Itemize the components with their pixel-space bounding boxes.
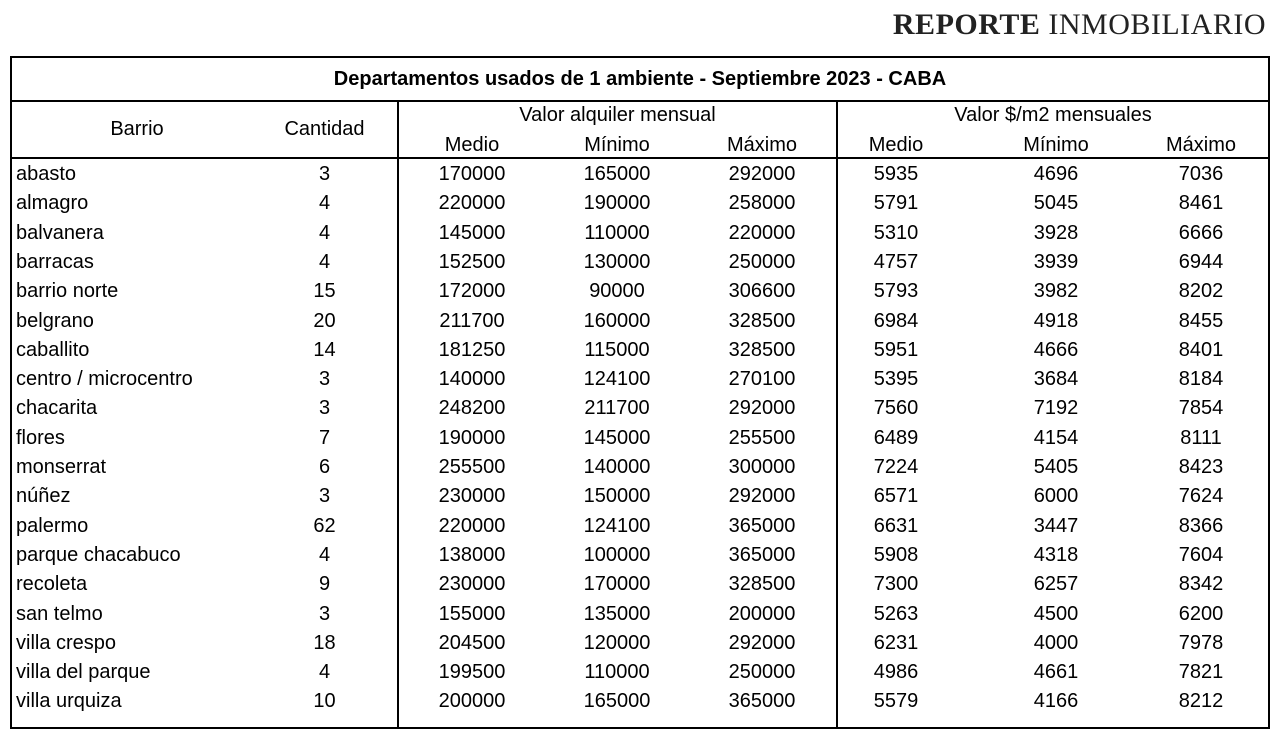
cantidad-cell: 62 [313,514,336,537]
m2-minimo-cell: 4918 [1033,309,1079,332]
table-row [12,629,1268,658]
m2-minimo-cell: 4000 [1033,631,1079,654]
barrio-cell: flores [16,426,65,449]
m2-maximo-cell: 8111 [1180,426,1222,449]
m2-medio-cell: 5791 [873,192,919,215]
m2-minimo-cell: 6257 [1033,573,1079,596]
barrio-cell: recoleta [16,573,88,596]
alquiler-maximo-cell: 292000 [728,631,796,654]
m2-medio-cell: 5908 [873,543,919,566]
alquiler-medio-cell: 199500 [438,661,506,684]
cantidad-cell: 3 [318,485,331,508]
alquiler-maximo-cell: 365000 [728,690,796,713]
barrio-cell: barracas [16,250,94,273]
alquiler-maximo-cell: 328500 [728,573,796,596]
barrio-cell: villa del parque [16,661,151,684]
alquiler-maximo-cell: 220000 [728,221,796,244]
m2-medio-cell: 4986 [873,661,919,684]
header-barrio: Barrio [110,118,164,140]
cantidad-cell: 9 [318,573,331,596]
m2-maximo-cell: 6944 [1178,250,1224,273]
header-divider [12,157,1268,159]
header-alquiler-medio: Medio [444,134,500,156]
barrio-cell: centro / microcentro [16,368,193,391]
alquiler-medio-cell: 140000 [438,368,506,391]
m2-minimo-cell: 5405 [1033,456,1079,478]
alquiler-maximo-cell: 250000 [728,250,796,273]
alquiler-medio-cell: 155000 [438,602,506,625]
barrio-cell: barrio norte [16,280,119,303]
header-cantidad: Cantidad [284,118,365,140]
alquiler-minimo-cell: 124100 [583,514,651,537]
cantidad-cell: 3 [318,602,331,625]
alquiler-medio-cell: 230000 [438,485,506,508]
m2-minimo-cell: 4500 [1033,602,1079,625]
m2-maximo-cell: 7821 [1178,661,1224,684]
alquiler-minimo-cell: 115000 [584,338,650,361]
cantidad-cell: 4 [318,192,331,215]
alquiler-maximo-cell: 306600 [728,280,796,303]
m2-maximo-cell: 8423 [1178,456,1224,478]
cantidad-cell: 3 [318,163,331,185]
cantidad-cell: 3 [318,397,331,420]
header-m2-maximo: Máximo [1165,134,1236,156]
cantidad-cell: 6 [318,456,331,478]
m2-maximo-cell: 8342 [1178,573,1224,596]
m2-medio-cell: 5935 [873,163,919,185]
alquiler-minimo-cell: 211700 [584,397,650,420]
data-table [10,56,1270,729]
barrio-cell: almagro [16,192,89,215]
table-title: Departamentos usados de 1 ambiente - Septiembre 2023 - CABA [12,58,1268,102]
alquiler-medio-cell: 220000 [438,192,506,215]
barrio-cell: caballito [16,338,90,361]
table-row [12,189,1268,218]
m2-maximo-cell: 8366 [1178,514,1224,537]
barrio-cell: monserrat [16,456,107,478]
header-m2-minimo: Mínimo [1023,134,1089,156]
cantidad-cell: 20 [313,309,336,332]
alquiler-minimo-cell: 135000 [583,602,651,625]
alquiler-maximo-cell: 365000 [728,514,796,537]
m2-maximo-cell: 6666 [1178,221,1224,244]
alquiler-medio-cell: 138000 [438,543,506,566]
header-alquiler-maximo: Máximo [726,134,797,156]
alquiler-medio-cell: 152500 [438,250,506,273]
brand-bold: REPORTE [892,8,1041,41]
m2-medio-cell: 6489 [873,426,919,449]
barrio-cell: villa urquiza [16,690,122,713]
brand-logo [893,8,1266,42]
alquiler-maximo-cell: 300000 [728,456,796,478]
m2-medio-cell: 6571 [873,485,919,508]
alquiler-medio-cell: 190000 [438,426,506,449]
alquiler-minimo-cell: 165000 [583,690,651,713]
m2-medio-cell: 6984 [873,309,919,332]
m2-minimo-cell: 4661 [1033,661,1079,684]
m2-minimo-cell: 4166 [1033,690,1079,713]
table-row [12,424,1268,453]
alquiler-minimo-cell: 165000 [583,163,651,185]
table-row [12,570,1268,599]
table-row [12,600,1268,629]
table-row [12,277,1268,306]
cantidad-cell: 3 [318,368,331,391]
alquiler-minimo-cell: 140000 [583,456,651,478]
cantidad-cell: 4 [318,250,331,273]
m2-medio-cell: 5310 [873,221,919,244]
barrio-cell: palermo [16,514,89,537]
m2-maximo-cell: 7624 [1178,485,1224,508]
alquiler-medio-cell: 204500 [438,631,506,654]
cantidad-cell: 7 [318,426,331,449]
table-row [12,394,1268,423]
alquiler-medio-cell: 181250 [438,338,506,361]
alquiler-maximo-cell: 365000 [728,543,796,566]
m2-minimo-cell: 4318 [1033,543,1079,566]
m2-maximo-cell: 8212 [1178,690,1224,713]
m2-medio-cell: 6231 [873,631,919,654]
m2-medio-cell: 5793 [873,280,919,303]
barrio-cell: belgrano [16,309,94,332]
barrio-cell: parque chacabuco [16,543,181,566]
alquiler-minimo-cell: 100000 [583,543,651,566]
m2-maximo-cell: 8455 [1178,309,1224,332]
table-row [12,219,1268,248]
table-row [12,512,1268,541]
brand-regular: INMOBILIARIO [1048,8,1266,41]
cantidad-cell: 4 [318,661,331,684]
barrio-cell: abasto [16,163,77,185]
m2-maximo-cell: 7978 [1178,631,1224,654]
cantidad-cell: 14 [313,338,336,361]
barrio-cell: núñez [16,485,71,508]
alquiler-maximo-cell: 270100 [728,368,796,391]
m2-maximo-cell: 8184 [1178,368,1224,391]
m2-medio-cell: 7560 [873,397,919,420]
m2-minimo-cell: 4696 [1033,163,1079,185]
alquiler-maximo-cell: 255500 [728,426,796,449]
m2-minimo-cell: 3939 [1033,250,1079,273]
m2-maximo-cell: 6200 [1178,602,1224,625]
alquiler-medio-cell: 248200 [438,397,506,420]
table-row [12,336,1268,365]
m2-medio-cell: 7300 [873,573,919,596]
alquiler-maximo-cell: 328500 [728,309,796,332]
table-row [12,248,1268,277]
m2-medio-cell: 5395 [873,368,919,391]
header-alquiler-minimo: Mínimo [584,134,650,156]
alquiler-minimo-cell: 124100 [583,368,651,391]
m2-minimo-cell: 3928 [1033,221,1079,244]
cantidad-cell: 4 [318,543,331,566]
alquiler-maximo-cell: 292000 [728,397,796,420]
alquiler-minimo-cell: 170000 [583,573,651,596]
cantidad-cell: 15 [313,280,336,303]
table-row [12,365,1268,394]
barrio-cell: chacarita [16,397,98,420]
cantidad-cell: 18 [313,631,336,654]
m2-minimo-cell: 7192 [1033,397,1079,420]
alquiler-minimo-cell: 145000 [583,426,651,449]
alquiler-minimo-cell: 190000 [583,192,651,215]
barrio-cell: balvanera [16,221,104,244]
header-m2-medio: Medio [868,134,924,156]
m2-maximo-cell: 8202 [1178,280,1224,303]
alquiler-medio-cell: 172000 [438,280,506,303]
alquiler-maximo-cell: 292000 [728,163,796,185]
m2-minimo-cell: 4154 [1033,426,1079,449]
alquiler-minimo-cell: 160000 [583,309,651,332]
m2-minimo-cell: 3684 [1033,368,1079,391]
alquiler-medio-cell: 230000 [438,573,506,596]
m2-minimo-cell: 3982 [1033,280,1079,303]
m2-medio-cell: 7224 [873,456,919,478]
alquiler-maximo-cell: 258000 [728,192,796,215]
header-group-alquiler: Valor alquiler mensual [519,104,716,126]
barrio-cell: san telmo [16,602,103,625]
alquiler-minimo-cell: 150000 [583,485,651,508]
table-row [12,687,1268,716]
m2-maximo-cell: 8401 [1178,338,1224,361]
m2-maximo-cell: 7036 [1178,163,1224,185]
m2-maximo-cell: 8461 [1178,192,1224,215]
alquiler-maximo-cell: 292000 [728,485,796,508]
alquiler-minimo-cell: 110000 [584,661,650,684]
alquiler-maximo-cell: 250000 [728,661,796,684]
m2-maximo-cell: 7854 [1178,397,1224,420]
m2-medio-cell: 5951 [873,338,919,361]
alquiler-medio-cell: 211700 [439,309,505,332]
header-group-m2: Valor $/m2 mensuales [954,104,1152,126]
m2-medio-cell: 6631 [873,514,919,537]
m2-minimo-cell: 3447 [1033,514,1079,537]
m2-medio-cell: 5263 [873,602,919,625]
alquiler-medio-cell: 220000 [438,514,506,537]
table-row [12,160,1268,189]
m2-minimo-cell: 4666 [1033,338,1079,361]
alquiler-maximo-cell: 328500 [728,338,796,361]
m2-minimo-cell: 6000 [1033,485,1079,508]
barrio-cell: villa crespo [16,631,117,654]
alquiler-medio-cell: 255500 [438,456,506,478]
cantidad-cell: 10 [313,690,336,713]
alquiler-minimo-cell: 90000 [589,280,645,303]
m2-minimo-cell: 5045 [1033,192,1079,215]
table-row [12,453,1268,482]
cantidad-cell: 4 [318,221,331,244]
table-row [12,482,1268,511]
m2-medio-cell: 5579 [873,690,919,713]
alquiler-medio-cell: 200000 [438,690,506,713]
table-row [12,541,1268,570]
m2-maximo-cell: 7604 [1178,543,1224,566]
alquiler-minimo-cell: 130000 [583,250,651,273]
alquiler-minimo-cell: 110000 [584,221,650,244]
alquiler-maximo-cell: 200000 [728,602,796,625]
alquiler-minimo-cell: 120000 [583,631,651,654]
table-row [12,307,1268,336]
table-row [12,658,1268,687]
m2-medio-cell: 4757 [873,250,919,273]
alquiler-medio-cell: 170000 [438,163,506,185]
alquiler-medio-cell: 145000 [438,221,506,244]
